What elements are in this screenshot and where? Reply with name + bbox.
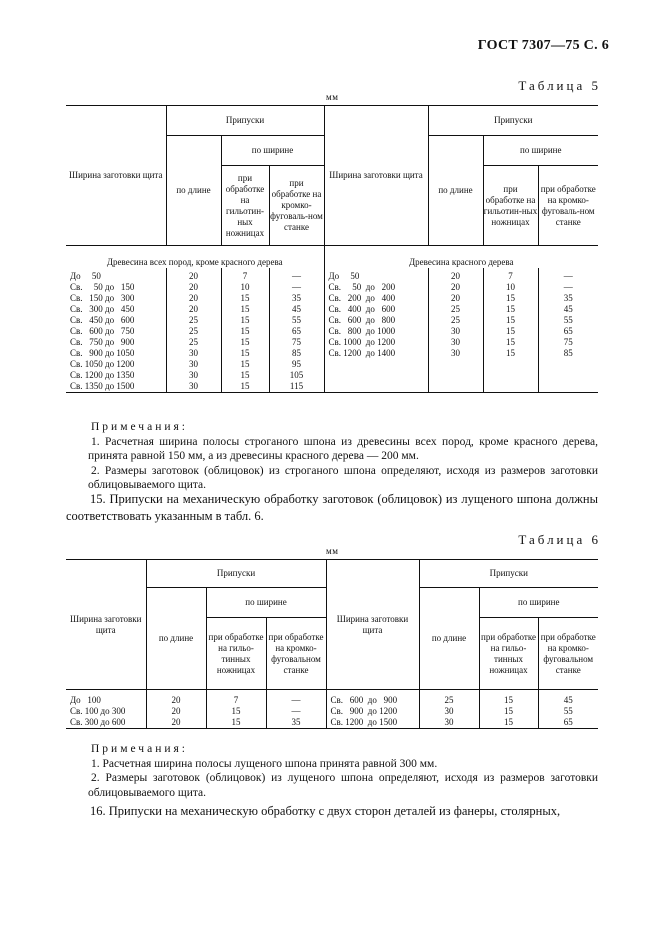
empty-cell — [483, 381, 538, 393]
table-row — [66, 282, 598, 293]
width-range-cell: Св. 900 до 1200 — [326, 706, 419, 717]
table5-notes — [88, 420, 598, 493]
allowance-cell: — — [266, 690, 326, 707]
t5-section-left: Древесина всех пород, кроме красного дерева — [106, 256, 283, 267]
allowance-cell: 20 — [146, 706, 206, 717]
t6-header-allowances-left: Припуски — [146, 560, 326, 588]
t6-header-guillotine-right: при обработке на гильо-тинных ножницах — [479, 618, 538, 690]
t5-header-bywidth-left: по ширине — [221, 136, 324, 166]
width-range-cell: Св. 50 до 150 — [70, 281, 135, 292]
width-range-cell: Св. 400 до 600 — [324, 304, 428, 315]
table6-caption: Таблица 6 — [518, 532, 601, 547]
t5-header-allowances-left: Припуски — [166, 106, 324, 136]
allowance-cell: 105 — [269, 370, 324, 381]
allowance-cell: 55 — [538, 315, 598, 326]
notes5-item-1: 1. Расчетная ширина полосы строганого шпона из древесины всех пород, кроме красного дерева, принята равной 150 мм, а из древесины красного дерева — 200 мм. — [88, 435, 598, 462]
allowance-cell: 65 — [538, 717, 598, 729]
allowance-cell: — — [266, 706, 326, 717]
t6-header-guillotine-left: при обработке на гильо-тинных ножницах — [206, 618, 266, 690]
allowance-cell: 7 — [206, 690, 266, 707]
table6-notes — [88, 742, 598, 800]
empty-cell — [428, 381, 483, 393]
allowance-cell: 15 — [221, 315, 269, 326]
width-range-cell: Св. 750 до 900 — [70, 336, 135, 347]
allowance-cell: — — [538, 282, 598, 293]
allowance-cell: 25 — [428, 304, 483, 315]
table-row — [66, 326, 598, 337]
allowance-cell: 25 — [166, 337, 221, 348]
notes6-item-1: 1. Расчетная ширина полосы лущеного шпона принята равной 300 мм. — [91, 757, 438, 770]
table6-unit: мм — [326, 546, 339, 556]
allowance-cell: 15 — [221, 359, 269, 370]
allowance-cell: 15 — [206, 706, 266, 717]
notes6-heading: Примечания: — [91, 743, 188, 755]
notes5-heading: Примечания: — [91, 421, 188, 433]
t6-header-length-right: по длине — [419, 588, 479, 690]
allowance-cell: 75 — [538, 337, 598, 348]
table-row — [66, 315, 598, 326]
empty-cell — [428, 370, 483, 381]
width-range-cell: Св. 300 до 450 — [70, 303, 135, 314]
allowance-cell: 35 — [266, 717, 326, 729]
allowance-cell: 20 — [166, 293, 221, 304]
t5-header-width-right: Ширина заготовки щита — [324, 106, 428, 246]
allowance-cell: — — [538, 268, 598, 282]
t5-header-bywidth-right: по ширине — [483, 136, 598, 166]
allowance-cell: 20 — [146, 690, 206, 707]
allowance-cell: 15 — [483, 293, 538, 304]
allowance-cell: 15 — [221, 293, 269, 304]
width-range-cell: Св. 200 до 400 — [324, 293, 428, 304]
width-range-cell: Св. 150 до 300 — [70, 292, 135, 303]
width-range-cell: Св. 600 до 800 — [324, 315, 428, 326]
t5-header-guillotine-left: при обработке на гильотин-ных ножницах — [221, 166, 269, 246]
allowance-cell: 25 — [166, 326, 221, 337]
empty-cell — [428, 359, 483, 370]
allowance-cell: 20 — [166, 268, 221, 282]
allowance-cell: 30 — [419, 717, 479, 729]
width-range-cell: До 100 — [70, 695, 101, 705]
allowance-cell: 30 — [428, 337, 483, 348]
t6-header-bywidth-right: по ширине — [479, 588, 598, 618]
allowance-cell: 30 — [428, 348, 483, 359]
allowance-cell: 10 — [221, 282, 269, 293]
table-row — [66, 706, 598, 717]
width-range-cell: До 50 — [70, 270, 101, 281]
allowance-cell: 45 — [538, 304, 598, 315]
allowance-cell: 75 — [269, 337, 324, 348]
t5-header-width-left: Ширина заготовки щита — [66, 106, 166, 246]
allowance-cell: 15 — [483, 337, 538, 348]
allowance-cell: 30 — [419, 706, 479, 717]
t6-header-width-right: Ширина заготовки щита — [326, 560, 419, 690]
allowance-cell: 15 — [479, 690, 538, 707]
allowance-cell: 25 — [428, 315, 483, 326]
t5-header-length-right: по длине — [428, 136, 483, 246]
table-row — [66, 381, 598, 393]
allowance-cell: 30 — [166, 370, 221, 381]
t5-header-edge-left: при обработке на кромко-фуговаль-ном станке — [269, 166, 324, 246]
t6-header-length-left: по длине — [146, 588, 206, 690]
allowance-cell: 15 — [221, 304, 269, 315]
allowance-cell: 20 — [166, 304, 221, 315]
t6-header-width-left: Ширина заготовки щита — [66, 560, 146, 690]
t5-section-right: Древесина красного дерева — [324, 246, 598, 268]
allowance-cell: 65 — [269, 326, 324, 337]
empty-cell — [483, 370, 538, 381]
allowance-cell: 25 — [166, 315, 221, 326]
table-row — [66, 359, 598, 370]
allowance-cell: 15 — [221, 381, 269, 393]
width-range-cell: Св. 100 до 300 — [70, 706, 126, 716]
table-row — [66, 293, 598, 304]
allowance-cell: 20 — [428, 293, 483, 304]
allowance-cell: 45 — [269, 304, 324, 315]
width-range-cell: Св. 450 до 600 — [70, 314, 135, 325]
t5-header-edge-right: при обработке на кромко-фуговаль-ном станке — [538, 166, 598, 246]
allowance-cell: 15 — [206, 717, 266, 729]
t5-header-allowances-right: Припуски — [428, 106, 598, 136]
table-row — [66, 370, 598, 381]
empty-cell — [538, 370, 598, 381]
t6-header-bywidth-left: по ширине — [206, 588, 326, 618]
width-range-cell: Св. 800 до 1000 — [324, 326, 428, 337]
width-range-cell: Св. 300 до 600 — [66, 717, 146, 729]
table6 — [66, 559, 598, 729]
paragraph-16: 16. Припуски на механическую обработку с двух сторон деталей из фанеры, столярных, — [90, 804, 561, 818]
width-range-cell: Св. 50 до 200 — [324, 282, 428, 293]
allowance-cell: 15 — [483, 304, 538, 315]
allowance-cell: 45 — [538, 690, 598, 707]
width-range-cell: Св. 600 до 900 — [326, 690, 419, 707]
allowance-cell: 65 — [538, 326, 598, 337]
width-range-cell: Св. 1000 до 1200 — [324, 337, 428, 348]
allowance-cell: 15 — [479, 717, 538, 729]
t5-header-length-left: по длине — [166, 136, 221, 246]
allowance-cell: 55 — [269, 315, 324, 326]
allowance-cell: 20 — [146, 717, 206, 729]
empty-cell — [324, 359, 428, 370]
empty-cell — [538, 381, 598, 393]
allowance-cell: 25 — [419, 690, 479, 707]
t6-header-edge-right: при обработке на кромко-фуговальном станке — [538, 618, 598, 690]
allowance-cell: 15 — [221, 326, 269, 337]
table-row — [66, 690, 598, 707]
allowance-cell: 7 — [483, 268, 538, 282]
allowance-cell: — — [269, 268, 324, 282]
width-range-cell: Св. 600 до 750 — [70, 325, 135, 336]
allowance-cell: 15 — [483, 348, 538, 359]
allowance-cell: 7 — [221, 268, 269, 282]
allowance-cell: 15 — [221, 337, 269, 348]
empty-cell — [324, 370, 428, 381]
allowance-cell: 15 — [483, 326, 538, 337]
allowance-cell: 20 — [428, 282, 483, 293]
empty-cell — [483, 359, 538, 370]
allowance-cell: 30 — [166, 359, 221, 370]
allowance-cell: 30 — [166, 381, 221, 393]
table-row — [66, 348, 598, 359]
allowance-cell: 30 — [166, 348, 221, 359]
width-range-cell: Св. 1200 до 1500 — [326, 717, 419, 729]
document-header: ГОСТ 7307—75 С. 6 — [477, 38, 609, 53]
allowance-cell: 20 — [428, 268, 483, 282]
empty-cell — [538, 359, 598, 370]
allowance-cell: 20 — [166, 282, 221, 293]
table-row — [66, 337, 598, 348]
empty-cell — [324, 381, 428, 393]
table5 — [66, 105, 598, 393]
allowance-cell: 115 — [269, 381, 324, 393]
paragraph-15: 15. Припуски на механическую обработку заготовок (облицовок) из лущеного шпона должны соответствовать указанным в табл. 6. — [66, 492, 598, 523]
t6-header-allowances-right: Припуски — [419, 560, 598, 588]
allowance-cell: 95 — [269, 359, 324, 370]
t6-header-edge-left: при обработке на кромко-фуговальном станке — [266, 618, 326, 690]
width-range-cell: До 50 — [324, 268, 428, 282]
allowance-cell: 10 — [483, 282, 538, 293]
width-range-cell: Св. 1200 до 1350 — [70, 369, 135, 380]
table-row — [66, 304, 598, 315]
width-range-cell: Св. 1200 до 1400 — [324, 348, 428, 359]
width-range-cell: Св. 900 до 1050 — [70, 347, 135, 358]
allowance-cell: 85 — [538, 348, 598, 359]
allowance-cell: 85 — [269, 348, 324, 359]
table-row — [66, 717, 598, 729]
notes6-item-2: 2. Размеры заготовок (облицовок) из лущеного шпона определяют, исходя из размеров заготовки облицовываемого щита. — [88, 772, 598, 799]
allowance-cell: 30 — [428, 326, 483, 337]
allowance-cell: 15 — [479, 706, 538, 717]
allowance-cell: 35 — [538, 293, 598, 304]
width-range-cell: Св. 1050 до 1200 — [70, 358, 135, 369]
allowance-cell: — — [269, 282, 324, 293]
width-range-cell: Св. 1350 до 1500 — [66, 381, 166, 393]
t5-header-guillotine-right: при обработке на гильотин-ных ножницах — [483, 166, 538, 246]
table-row — [66, 268, 598, 282]
allowance-cell: 55 — [538, 706, 598, 717]
notes5-item-2: 2. Размеры заготовок (облицовок) из строганого шпона определяют, исходя из размеров заготовки облицовываемого щита. — [88, 464, 598, 491]
table5-unit: мм — [326, 92, 339, 102]
table5-caption: Таблица 5 — [518, 78, 601, 93]
allowance-cell: 35 — [269, 293, 324, 304]
allowance-cell: 15 — [221, 348, 269, 359]
allowance-cell: 15 — [221, 370, 269, 381]
allowance-cell: 15 — [483, 315, 538, 326]
